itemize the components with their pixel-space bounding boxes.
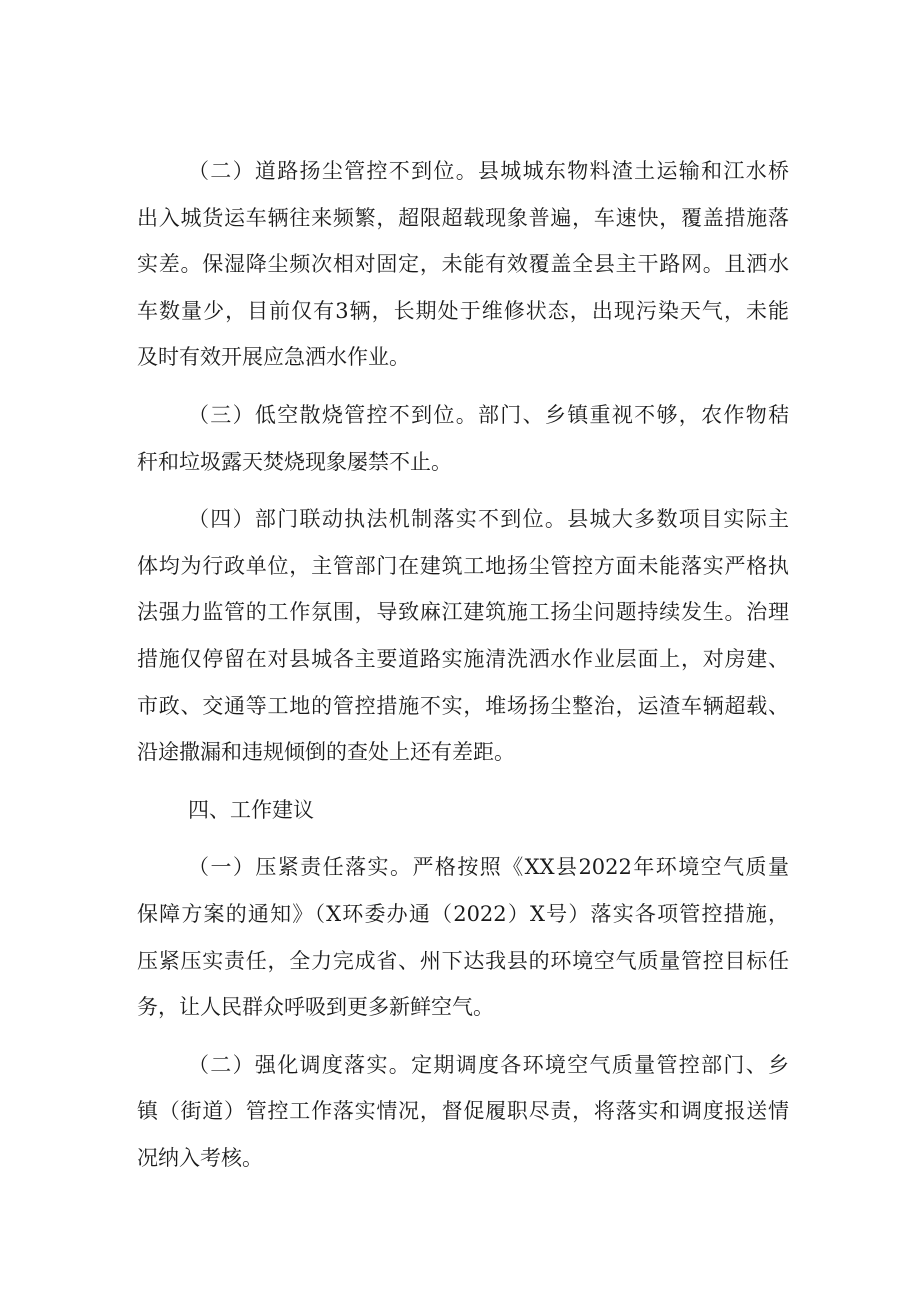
paragraph-line: 压紧压实责任，全力完成省、州下达我县的环境空气质量管控目标任	[137, 948, 789, 973]
paragraph-line: （二）道路扬尘管控不到位。县城城东物料渣土运输和江水桥	[188, 159, 789, 183]
paragraph-line: （一）压紧责任落实。严格按照《XX县2022年环境空气质量	[188, 855, 789, 880]
paragraph-line: 市政、交通等工地的管控措施不实，堆场扬尘整治，运渣车辆超载、	[137, 693, 789, 718]
paragraph-strengthen-scheduling	[137, 1042, 789, 1182]
paragraph-line: （二）强化调度落实。定期调度各环境空气质量管控部门、乡	[188, 1052, 789, 1077]
paragraph-line: 实差。保湿降尘频次相对固定，未能有效覆盖全县主干路网。且洒水	[137, 252, 789, 277]
paragraph-line: 车数量少，目前仅有3辆，长期处于维修状态，出现污染天气，未能	[137, 298, 789, 323]
paragraph-line: （三）低空散烧管控不到位。部门、乡镇重视不够，农作物秸	[188, 402, 789, 427]
paragraph-road-dust	[137, 148, 789, 381]
paragraph-line: （四）部门联动执法机制落实不到位。县城大多数项目实际主	[188, 507, 789, 532]
paragraph-joint-enforcement	[137, 496, 789, 776]
paragraph-low-altitude-burning	[137, 392, 789, 485]
paragraph-line: 措施仅停留在对县城各主要道路实施清洗洒水作业层面上，对房建、	[137, 646, 789, 671]
paragraph-tighten-responsibility	[137, 844, 789, 1030]
paragraph-line: 况纳入考核。	[137, 1145, 263, 1170]
paragraph-line: 体均为行政单位，主管部门在建筑工地扬尘管控方面未能落实严格执	[137, 553, 789, 578]
paragraph-line: 镇（街道）管控工作落实情况，督促履职尽责，将落实和调度报送情	[137, 1099, 789, 1124]
paragraph-line: 法强力监管的工作氛围，导致麻江建筑施工扬尘问题持续发生。治理	[137, 600, 789, 625]
section-heading: 四、工作建议	[188, 797, 314, 822]
paragraph-line: 保障方案的通知》（X环委办通（2022）X号）落实各项管控措施，	[137, 901, 789, 926]
paragraph-line: 秆和垃圾露天焚烧现象屡禁不止。	[137, 449, 452, 474]
paragraph-line: 务，让人民群众呼吸到更多新鲜空气。	[137, 995, 494, 1020]
paragraph-line: 沿途撒漏和违规倾倒的查处上还有差距。	[137, 740, 515, 765]
paragraph-line: 出入城货运车辆往来频繁，超限超载现象普遍，车速快，覆盖措施落	[137, 205, 789, 230]
section-heading-work-suggestions	[137, 787, 789, 834]
paragraph-line: 及时有效开展应急洒水作业。	[137, 345, 410, 370]
document-body	[137, 148, 789, 1181]
